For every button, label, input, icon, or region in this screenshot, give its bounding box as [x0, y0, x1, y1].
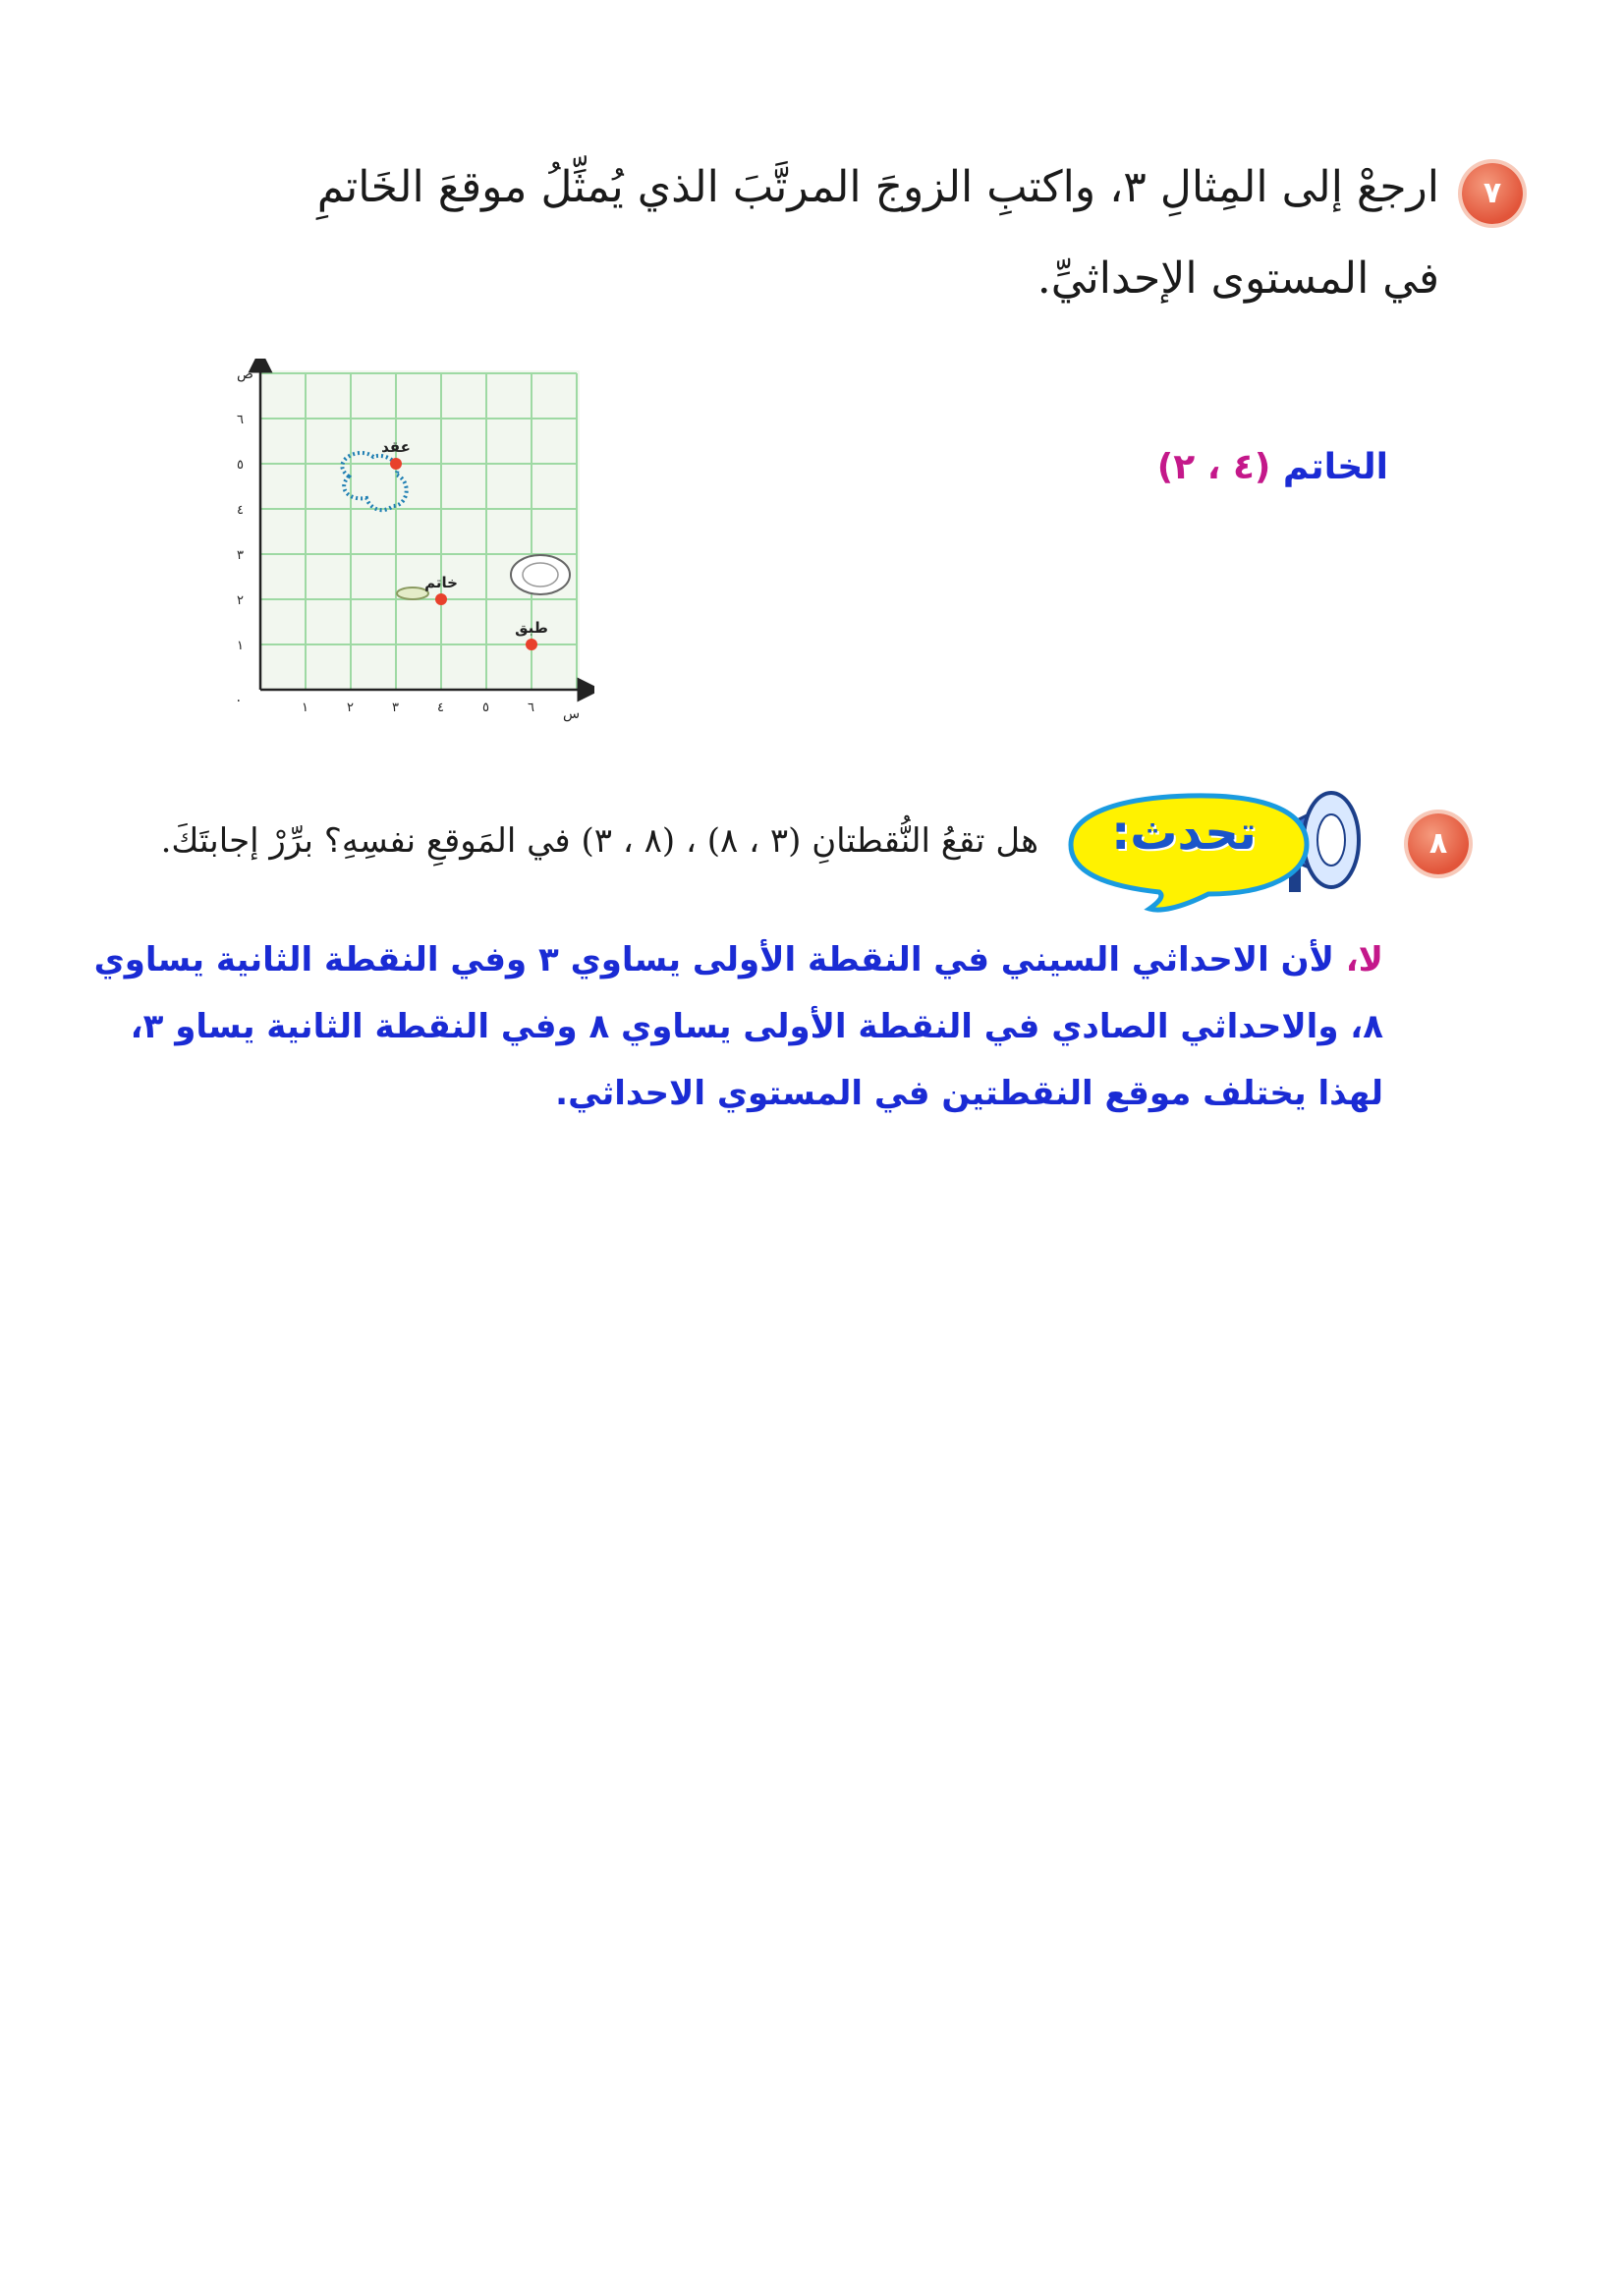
question-7-number: ٧	[1462, 163, 1523, 224]
question-7-line2: في المستوى الإحداثيِّ.	[1036, 253, 1439, 304]
y-tick-label: ٤	[237, 503, 244, 518]
y-tick-label: ٦	[237, 413, 244, 427]
talk-badge: تحدث:	[1111, 806, 1257, 861]
x-tick-label: ٥	[482, 700, 489, 715]
answer-7	[1157, 447, 1388, 487]
x-tick-label: ٢	[347, 700, 354, 715]
x-tick-label: ١	[302, 700, 308, 715]
question-8-number: ٨	[1408, 813, 1469, 874]
plate-icon	[511, 555, 570, 594]
y-tick-label: ٣	[237, 548, 244, 563]
answer-7-label: الخاتم	[1282, 447, 1388, 487]
x-tick-label: ٣	[392, 700, 399, 715]
data-point	[526, 639, 537, 650]
data-point-label: طبق	[515, 619, 548, 637]
data-point	[435, 593, 447, 605]
answer-8-line2: ٨، والاحداثي الصادي في النقطة الأولى يساوي ٨ وفي النقطة الثانية يساو ٣،	[130, 1007, 1383, 1046]
y-tick-label: ١	[237, 639, 244, 653]
answer-8-line1-text: لأن الاحداثي السيني في النقطة الأولى يساوي ٣ وفي النقطة الثانية يساوي	[93, 940, 1334, 980]
x-tick-label: ٤	[437, 700, 444, 715]
question-8-text: هل تقعُ النُّقطتانِ (٣ ، ٨) ، (٨ ، ٣) في المَوقعِ نفسِهِ؟ برِّرْ إجابتَكَ.	[160, 821, 1038, 861]
y-tick-label: ٥	[237, 458, 244, 473]
y-tick-label: ٢	[237, 593, 244, 608]
x-tick-label: ٦	[528, 700, 534, 715]
question-7-line1: ارجعْ إلى المِثالِ ٣، واكتبِ الزوجَ المرتَّبَ الذي يُمثِّلُ موقعَ الخَاتمِ	[316, 162, 1439, 212]
x-axis-label: س	[563, 706, 581, 722]
y-axis-label: ص	[237, 366, 253, 382]
data-point	[390, 458, 402, 470]
data-point-label: خاتم	[424, 574, 458, 591]
origin-label: ٠	[235, 693, 243, 708]
answer-7-pair: (٤ ، ٢)	[1156, 447, 1271, 487]
answer-8-line1	[93, 940, 1383, 980]
answer-8-line3: لهذا يختلف موقع النقطتين في المستوي الاحداثي.	[555, 1074, 1383, 1113]
data-point-label: عقد	[381, 438, 411, 456]
y-tick-labels	[237, 413, 244, 653]
coordinate-plane	[211, 359, 594, 727]
answer-8-lead: لا،	[1345, 940, 1383, 980]
x-tick-labels	[302, 700, 534, 715]
